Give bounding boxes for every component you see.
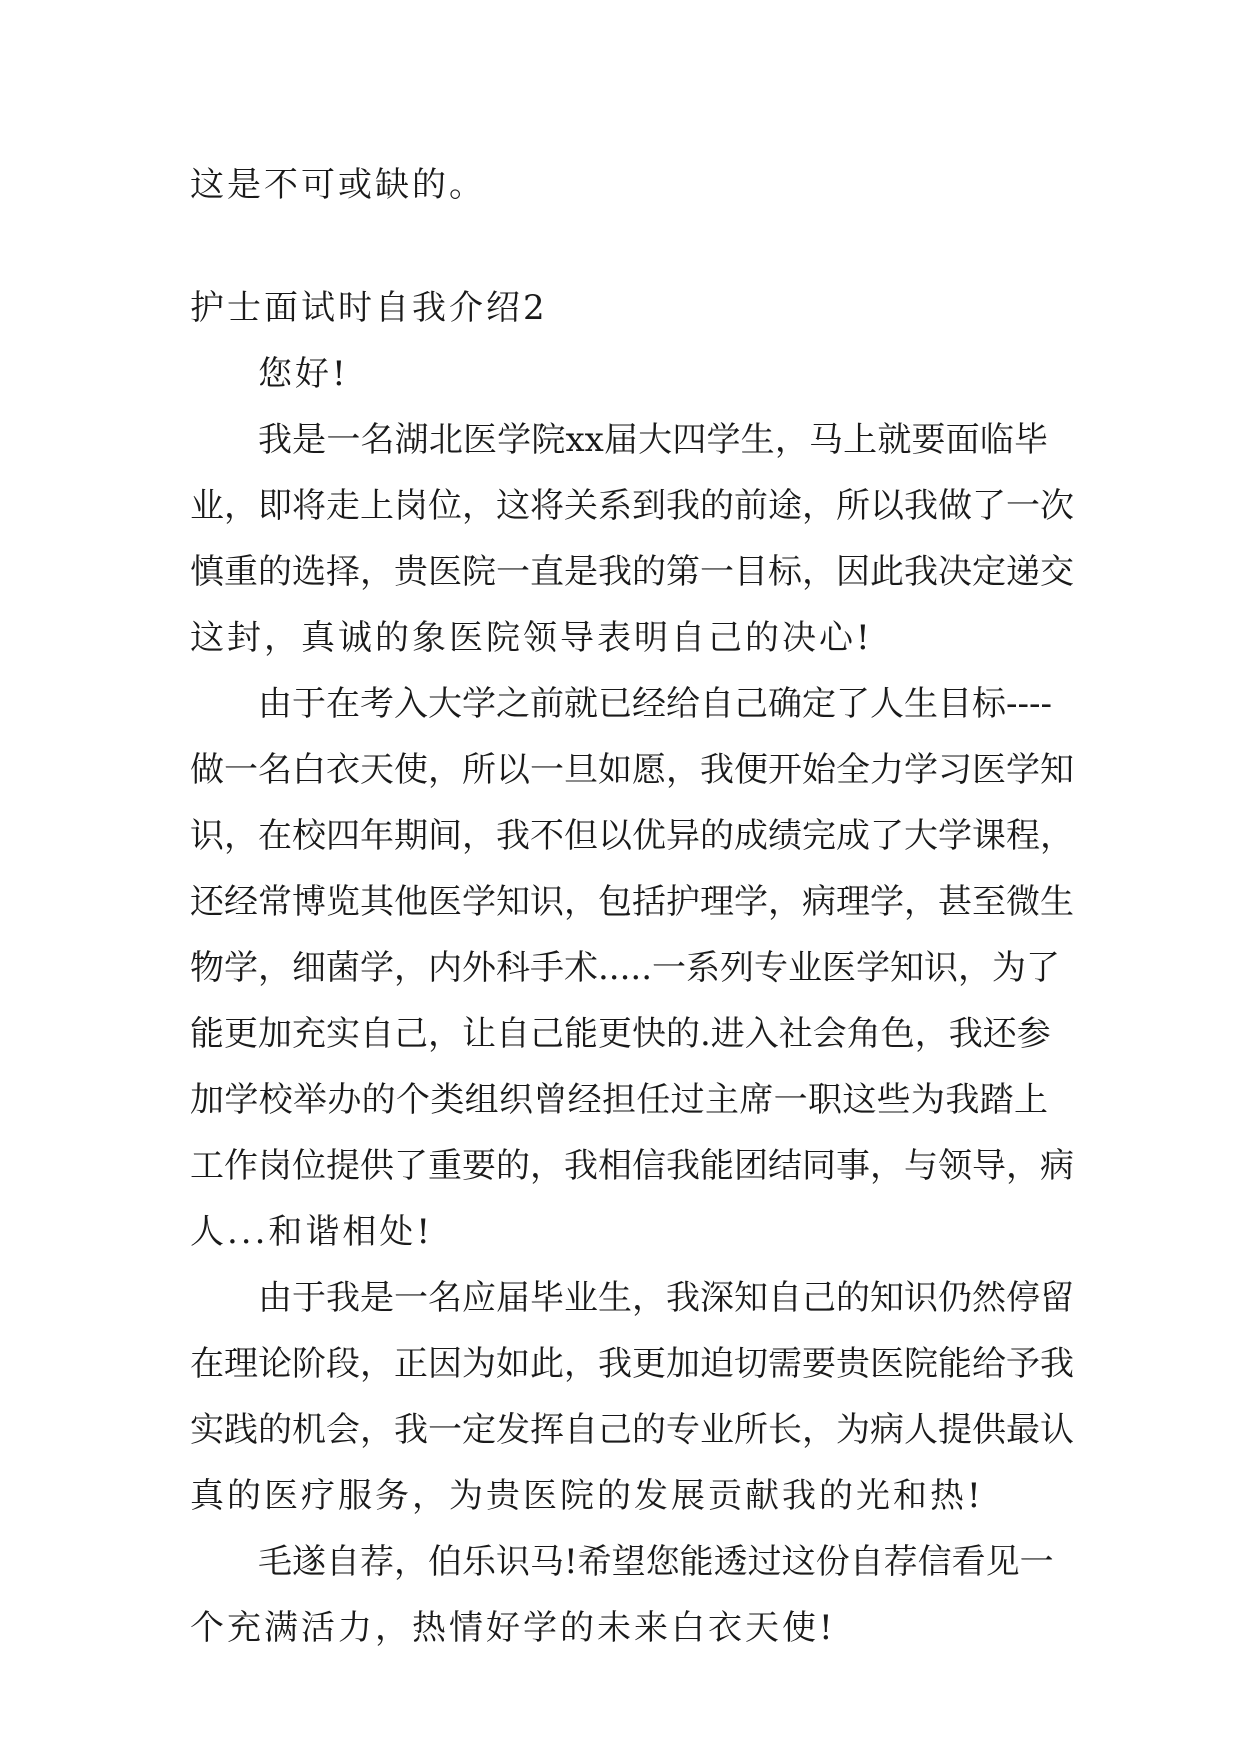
body-line: 毛遂自荐，伯乐识马!希望您能透过这份自荐信看见一 bbox=[258, 1542, 1054, 1582]
body-line: 能更加充实自己，让自己能更快的.进入社会角色，我还参 bbox=[190, 1014, 1051, 1054]
paragraph-end-line: 这是不可或缺的。 bbox=[190, 165, 486, 205]
body-line: 由于在考入大学之前就已经给自己确定了人生目标---- bbox=[258, 684, 1052, 724]
body-line: 我是一名湖北医学院xx届大四学生，马上就要面临毕 bbox=[258, 420, 1048, 460]
body-line: 还经常博览其他医学知识，包括护理学，病理学，甚至微生 bbox=[190, 882, 1074, 922]
body-line: 做一名白衣天使，所以一旦如愿，我便开始全力学习医学知 bbox=[190, 750, 1074, 790]
body-line: 加学校举办的个类组织曾经担任过主席一职这些为我踏上 bbox=[190, 1080, 1048, 1120]
body-line: 在理论阶段，正因为如此，我更加迫切需要贵医院能给予我 bbox=[190, 1344, 1074, 1384]
body-line: 工作岗位提供了重要的，我相信我能团结同事，与领导，病 bbox=[190, 1146, 1074, 1186]
body-line: 这封，真诚的象医院领导表明自己的决心! bbox=[190, 618, 873, 658]
body-line: 物学，细菌学，内外科手术.....一系列专业医学知识，为了 bbox=[190, 948, 1061, 988]
body-line: 慎重的选择，贵医院一直是我的第一目标，因此我决定递交 bbox=[190, 552, 1074, 592]
body-line: 由于我是一名应届毕业生，我深知自己的知识仍然停留 bbox=[258, 1278, 1074, 1318]
body-line: 个充满活力，热情好学的未来白衣天使! bbox=[190, 1608, 836, 1648]
body-line: 人...和谐相处! bbox=[190, 1212, 434, 1252]
section-heading: 护士面试时自我介绍2 bbox=[190, 288, 548, 328]
body-line: 真的医疗服务，为贵医院的发展贡献我的光和热! bbox=[190, 1476, 984, 1516]
body-line: 业，即将走上岗位，这将关系到我的前途，所以我做了一次 bbox=[190, 486, 1074, 526]
body-line: 实践的机会，我一定发挥自己的专业所长，为病人提供最认 bbox=[190, 1410, 1074, 1450]
body-line: 识，在校四年期间，我不但以优异的成绩完成了大学课程， bbox=[190, 816, 1074, 856]
greeting-line: 您好! bbox=[258, 354, 349, 394]
